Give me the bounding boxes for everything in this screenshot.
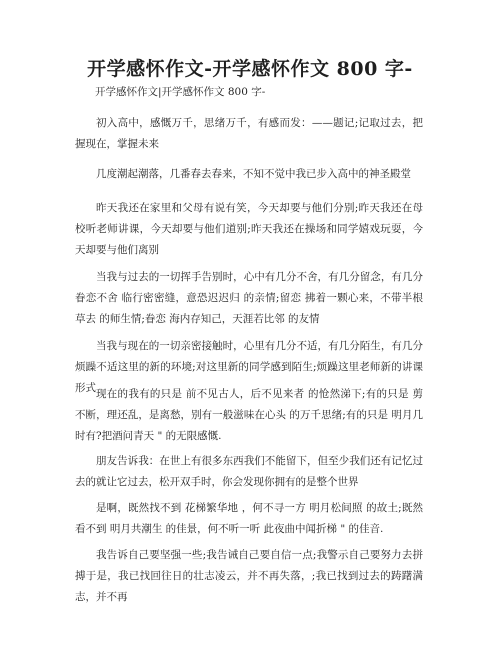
document-subtitle: 开学感怀作文|开学感怀作文 800 字- [95, 86, 266, 98]
paragraph: 朋友告诉我：在世上有很多东西我们不能留下，但至少我们还有记忆过去的就让它过去，松开双手时，你会发现你拥有的是整个世界 [75, 455, 423, 488]
paragraph: 几度潮起潮落，几番春去春来，不知不觉中我已步入高中的神圣殿堂 [96, 168, 411, 180]
paragraph: 是啊，既然找不到 花梯繁华地 ，何不寻一方 明月松间照 的故土;既然看不到 明月共潮生 的佳景，何不听一听 此夜曲中闻折梯 " 的佳音. [75, 502, 423, 535]
document-title: 开学感怀作文-开学感怀作文 800 字- [87, 58, 413, 80]
paragraph: 当我与过去的一切挥手告别时，心中有几分不舍，有几分留念，有几分眷恋不舍 临行密密缝，意恐迟迟归 的亲情;留恋 拂着一颗心来，不带半根草去 的师生情;眷恋 海内存知己，天涯若比邻 的友情 [75, 271, 423, 325]
paragraph: 我告诉自己要坚强一些;我告诫自己要自信一点;我警示自己要努力去拼搏于是，我已找回往日的壮志凌云，并不再失落，;我已找到过去的踌躇满志，并不再 [75, 549, 423, 603]
paragraph: 初入高中，感慨万千，思绪万千，有感而发：——题记;记取过去，把握现在，掌握未来 [75, 117, 423, 150]
paragraph: 当我与现在的一切亲密接触时，心里有几分不适，有几分陌生，有几分烦躁不适这里的新的环境;对这里新的同学感到陌生;烦躁这里老师新的讲课形式 [75, 340, 423, 394]
paragraph: 昨天我还在家里和父母有说有笑，今天却要与他们分别;昨天我还在母校听老师讲课，今天却要与他们道别;昨天我还在操场和同学嬉戏玩耍，今天却要与他们离别 [75, 202, 423, 256]
paragraph: 现在的我有的只是 前不见古人，后不见来者 的怆然涕下;有的只是 剪不断，理还乱，是离愁，别有一般滋味在心头 的万千思绪;有的只是 明月几时有?把酒问青天 " 的无限感慨. [75, 388, 423, 442]
